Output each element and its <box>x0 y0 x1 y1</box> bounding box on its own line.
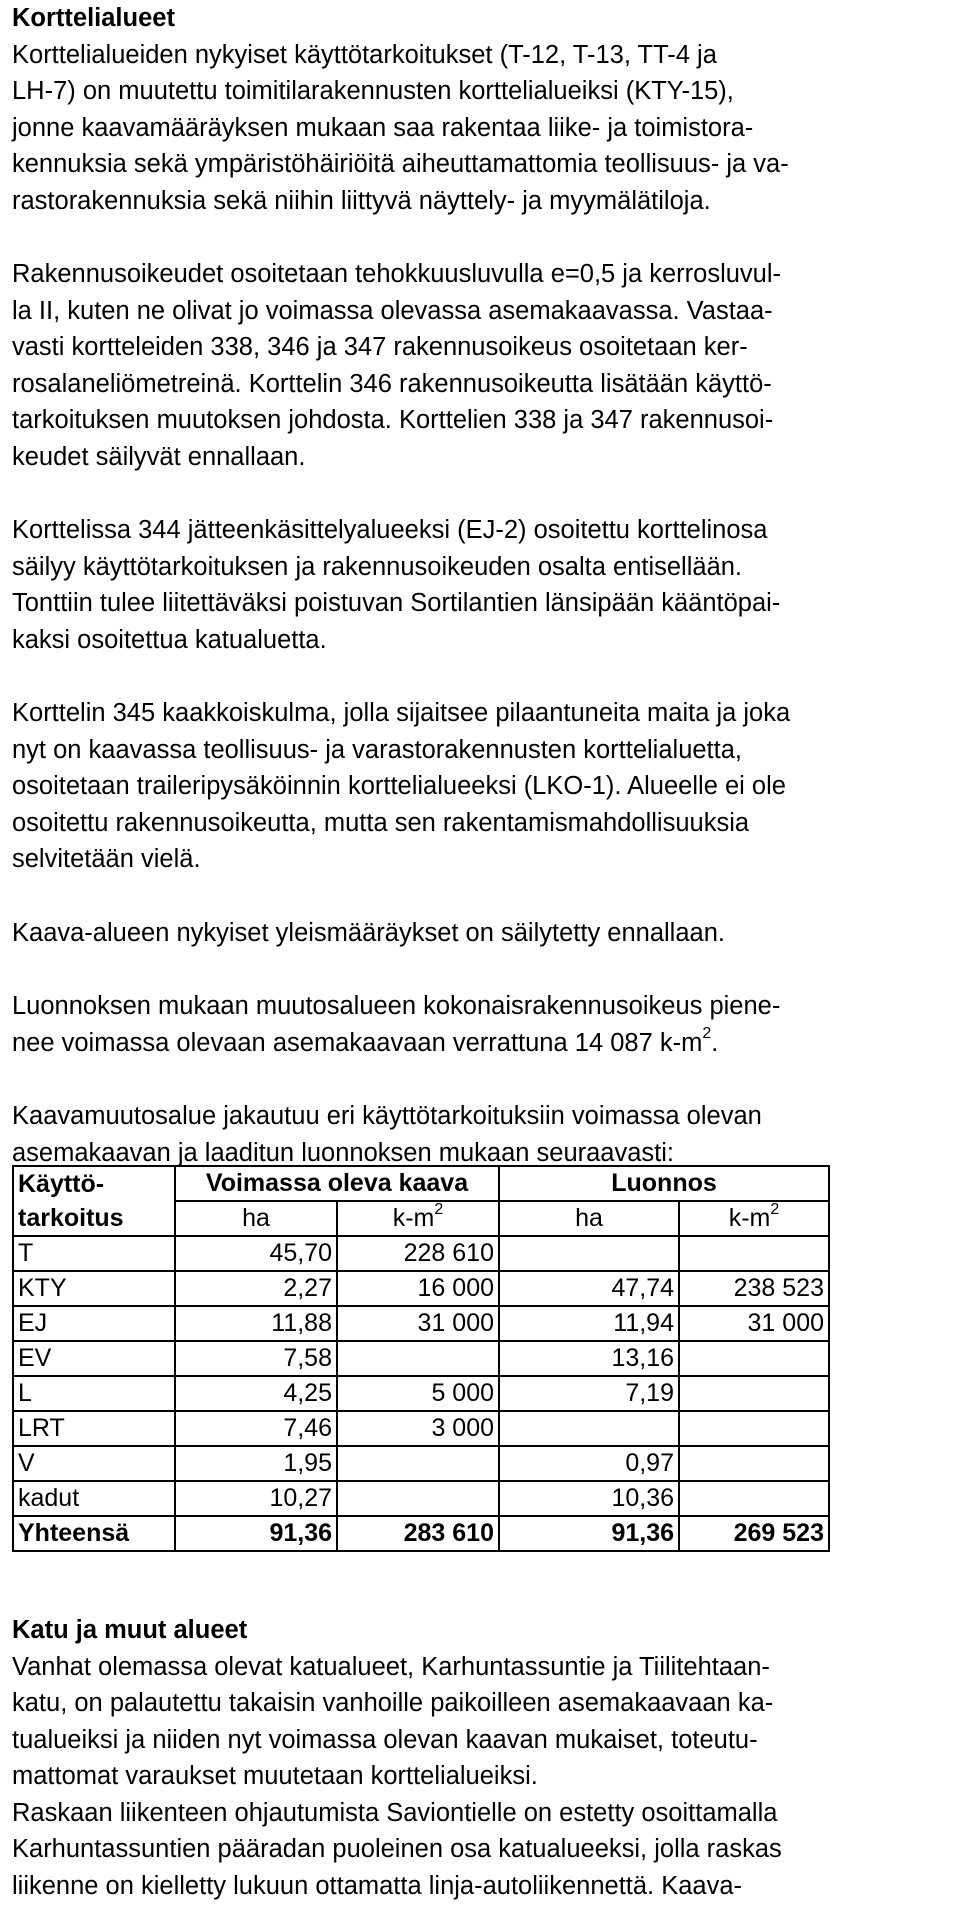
cell-draft-floor-area <box>679 1236 829 1271</box>
cell-draft-ha <box>499 1236 679 1271</box>
cell-total-draft-ha: 91,36 <box>499 1516 679 1551</box>
header-use-type-line2: tarkoitus <box>18 1204 124 1232</box>
table-row <box>13 1411 829 1446</box>
text-line: Luonnoksen mukaan muutosalueen kokonaisrakennusoikeus piene- <box>12 992 781 1020</box>
paragraph-gap <box>12 951 952 988</box>
cell-use: EJ <box>13 1306 175 1341</box>
cell-current-floor-area <box>337 1446 499 1481</box>
superscript: 2 <box>434 1200 444 1218</box>
text-line: rosalaneliömetreinä. Korttelin 346 rakennusoikeutta lisätään käyttö- <box>12 369 772 398</box>
cell-current-floor-area: 3 000 <box>337 1411 499 1446</box>
paragraph-general-regulations: Kaava-alueen nykyiset yleismääräykset on säilytetty ennallaan. <box>12 918 725 947</box>
paragraph-block-344 <box>12 512 952 658</box>
text-line: kaksi osoitettua katualuetta. <box>12 625 327 654</box>
text-line: säilyy käyttötarkoituksen ja rakennusoikeuden osalta entisellään. <box>12 552 743 581</box>
cell-draft-ha: 0,97 <box>499 1446 679 1481</box>
cell-current-ha: 45,70 <box>175 1236 337 1271</box>
cell-use: KTY <box>13 1271 175 1306</box>
paragraph-gap <box>12 878 952 915</box>
table-row <box>13 1341 829 1376</box>
text-line: Karhuntassuntien pääradan puoleinen osa katualueeksi, jolla raskas <box>12 1835 782 1863</box>
text-line: tarkoituksen muutoksen johdosta. Korttelien 338 ja 347 rakennusoi- <box>12 406 774 434</box>
cell-current-ha: 11,88 <box>175 1306 337 1341</box>
cell-draft-floor-area: 31 000 <box>679 1306 829 1341</box>
unit-floor-area-base: k-m <box>392 1204 435 1232</box>
unit-floor-area-base: k-m <box>728 1204 771 1232</box>
table-row <box>13 1236 829 1271</box>
cell-current-floor-area <box>337 1481 499 1516</box>
cell-draft-floor-area <box>679 1446 829 1481</box>
cell-current-ha: 4,25 <box>175 1376 337 1411</box>
superscript: 2 <box>770 1200 780 1218</box>
document-page <box>12 0 952 1900</box>
table-row <box>13 1271 829 1306</box>
cell-total-current-ha: 91,36 <box>175 1516 337 1551</box>
cell-current-floor-area: 31 000 <box>337 1306 499 1341</box>
header-draft: Luonnos <box>499 1166 829 1201</box>
cell-draft-ha: 7,19 <box>499 1376 679 1411</box>
cell-use: T <box>13 1236 175 1271</box>
text-line: mattomat varaukset muutetaan korttelialueiksi. <box>12 1762 538 1790</box>
text-line: osoitetaan traileripysäköinnin korttelialueeksi (LKO-1). Alueelle ei ole <box>12 772 786 800</box>
text-line: Rakennusoikeudet osoitetaan tehokkuusluvulla e=0,5 ja kerrosluvul- <box>12 260 782 288</box>
text-line <box>12 1025 952 1062</box>
cell-use: V <box>13 1446 175 1481</box>
section-heading-korttelialueet: Korttelialueet <box>12 4 175 32</box>
paragraph-gap <box>12 219 952 256</box>
text-line: nyt on kaavassa teollisuus- ja varastorakennusten korttelialuetta, <box>12 735 742 764</box>
text-line: Korttelialueiden nykyiset käyttötarkoitukset (T-12, T-13, TT-4 ja <box>12 40 717 69</box>
cell-draft-floor-area <box>679 1376 829 1411</box>
cell-use: EV <box>13 1341 175 1376</box>
text-line: liikenne on kielletty lukuun ottamatta linja-autoliikennettä. Kaava- <box>12 1871 743 1900</box>
cell-draft-ha <box>499 1411 679 1446</box>
paragraph-total-building-rights <box>12 988 952 1061</box>
paragraph-building-rights <box>12 256 952 475</box>
table-total-row <box>13 1516 829 1551</box>
text-line: tualueiksi ja niiden nyt voimassa olevan kaavan mukaiset, toteutu- <box>12 1725 758 1754</box>
paragraph-gap <box>12 1061 952 1098</box>
unit-ha: ha <box>499 1201 679 1236</box>
section-streets <box>12 1612 782 1904</box>
text-line: jonne kaavamääräyksen mukaan saa rakentaa liike- ja toimistora- <box>12 113 754 142</box>
cell-draft-ha: 10,36 <box>499 1481 679 1516</box>
text-line: Korttelissa 344 jätteenkäsittelyalueeksi (EJ-2) osoitettu korttelinosa <box>12 516 768 544</box>
text-line: Raskaan liikenteen ohjautumista Saviontielle on estetty osoittamalla <box>12 1798 778 1827</box>
cell-current-ha: 7,58 <box>175 1341 337 1376</box>
paragraph-block-345 <box>12 695 952 878</box>
cell-use: LRT <box>13 1411 175 1446</box>
cell-current-ha: 1,95 <box>175 1446 337 1481</box>
text-line: Vanhat olemassa olevat katualueet, Karhuntassuntie ja Tiilitehtaan- <box>12 1652 770 1681</box>
text-line: la II, kuten ne olivat jo voimassa olevassa asemakaavassa. Vastaa- <box>12 296 773 325</box>
cell-draft-floor-area <box>679 1481 829 1516</box>
cell-draft-ha: 13,16 <box>499 1341 679 1376</box>
cell-current-ha: 2,27 <box>175 1271 337 1306</box>
text-line: kennuksia sekä ympäristöhäiriöitä aiheuttamattomia teollisuus- ja va- <box>12 150 789 178</box>
text-line: Tonttiin tulee liitettäväksi poistuvan Sortilantien länsipään kääntöpai- <box>12 589 781 617</box>
cell-current-ha: 7,46 <box>175 1411 337 1446</box>
text-fragment: . <box>711 1028 719 1057</box>
cell-draft-ha: 47,74 <box>499 1271 679 1306</box>
cell-current-floor-area: 5 000 <box>337 1376 499 1411</box>
land-use-table <box>12 1165 830 1552</box>
text-line: osoitettu rakennusoikeutta, mutta sen rakentamismahdollisuuksia <box>12 808 750 837</box>
table-header-row <box>13 1166 829 1201</box>
header-current-plan: Voimassa oleva kaava <box>175 1166 499 1201</box>
table-row <box>13 1306 829 1341</box>
text-fragment: nee voimassa olevaan asemakaavaan verrattuna 14 087 k-m <box>12 1028 703 1057</box>
unit-floor-area <box>679 1201 829 1236</box>
cell-current-floor-area <box>337 1341 499 1376</box>
cell-current-floor-area: 16 000 <box>337 1271 499 1306</box>
table-row <box>13 1446 829 1481</box>
paragraph-land-use-change <box>12 37 952 220</box>
text-line: keudet säilyvät ennallaan. <box>12 442 306 471</box>
section-heading-katu: Katu ja muut alueet <box>12 1616 248 1644</box>
cell-draft-ha: 11,94 <box>499 1306 679 1341</box>
table-row <box>13 1481 829 1516</box>
cell-use: L <box>13 1376 175 1411</box>
cell-use: kadut <box>13 1481 175 1516</box>
text-line: Korttelin 345 kaakkoiskulma, jolla sijaitsee pilaantuneita maita ja joka <box>12 699 791 727</box>
text-line: asemakaavan ja laaditun luonnoksen mukaan seuraavasti: <box>12 1138 675 1167</box>
text-line: vasti kortteleiden 338, 346 ja 347 rakennusoikeus osoitetaan ker- <box>12 333 748 361</box>
text-line: LH-7) on muutettu toimitilarakennusten korttelialueiksi (KTY-15), <box>12 77 734 105</box>
cell-draft-floor-area <box>679 1341 829 1376</box>
cell-draft-floor-area: 238 523 <box>679 1271 829 1306</box>
paragraph-table-intro <box>12 1098 952 1171</box>
text-line: Kaavamuutosalue jakautuu eri käyttötarkoituksiin voimassa olevan <box>12 1102 762 1130</box>
paragraph-gap <box>12 475 952 512</box>
cell-total-draft-floor-area: 269 523 <box>679 1516 829 1551</box>
cell-current-floor-area: 228 610 <box>337 1236 499 1271</box>
header-use-type-line1: Käyttö- <box>18 1170 105 1198</box>
text-line: selvitetään vielä. <box>12 845 201 873</box>
header-use-type <box>13 1166 175 1236</box>
unit-ha: ha <box>175 1201 337 1236</box>
cell-current-ha: 10,27 <box>175 1481 337 1516</box>
cell-draft-floor-area <box>679 1411 829 1446</box>
paragraph-gap <box>12 658 952 695</box>
text-line: katu, on palautettu takaisin vanhoille paikoilleen asemakaavaan ka- <box>12 1689 774 1717</box>
text-line: rastorakennuksia sekä niihin liittyvä näyttely- ja myymälätiloja. <box>12 186 711 215</box>
table-row <box>13 1376 829 1411</box>
cell-total-current-floor-area: 283 610 <box>337 1516 499 1551</box>
superscript: 2 <box>702 1025 712 1042</box>
unit-floor-area <box>337 1201 499 1236</box>
cell-total-label: Yhteensä <box>13 1516 175 1551</box>
